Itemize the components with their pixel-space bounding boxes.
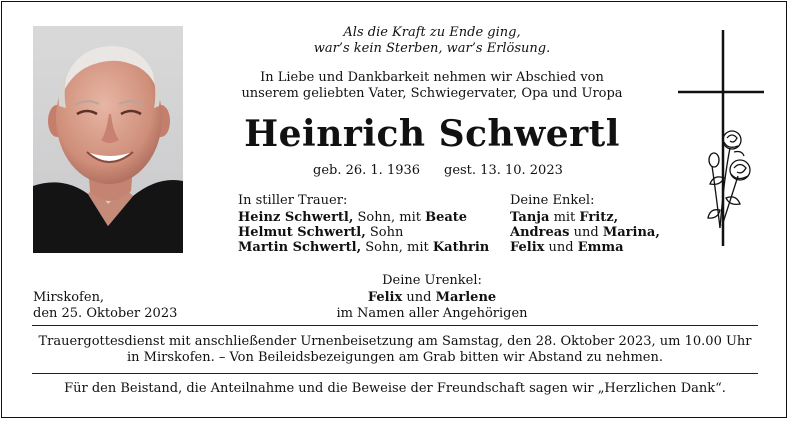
grandchild-row (510, 240, 624, 256)
service-line-1: Trauergottesdienst mit anschließender Urnenbeisetzung am Samstag, den 28. Oktober 2023, um 10.00 Uhr (38, 334, 752, 349)
death-date: gest. 13. 10. 2023 (444, 163, 563, 178)
mourners-heading: In stiller Trauer: (238, 193, 348, 208)
divider-top (32, 325, 758, 326)
great-grandchild-connector: und (402, 290, 436, 305)
great-grandchild-name-2: Marlene (435, 290, 497, 305)
grandchild-row (510, 210, 618, 226)
cross-with-roses-icon (676, 28, 766, 250)
portrait-photo (33, 26, 183, 253)
mourner-name: Heinz Schwertl, (238, 210, 354, 225)
grandchild-name: Andreas (510, 225, 570, 240)
grandchild-connector: und (569, 225, 603, 240)
intro-line-2: unserem geliebten Vater, Schwiegervater, Opa und Uropa (241, 86, 623, 101)
mourner-name: Helmut Schwertl, (238, 225, 366, 240)
thanks-line: Für den Beistand, die Anteilnahme und die Beweise der Freundschaft sagen wir „Herzlichen Dank“. (64, 381, 726, 396)
grandchildren-heading: Deine Enkel: (510, 193, 595, 208)
mourner-partner: Beate (425, 210, 468, 225)
great-grandchild-name: Felix (367, 290, 403, 305)
grandchild-connector: mit (549, 210, 580, 225)
grandchild-row (510, 225, 660, 241)
family-signoff: im Namen aller Angehörigen (336, 306, 528, 321)
grandchild-partner: Fritz, (579, 210, 619, 225)
mourner-relation: Sohn, mit (361, 240, 433, 255)
mourner-relation: Sohn, mit (353, 210, 426, 225)
portrait-illustration (33, 26, 183, 253)
place-town: Mirskofen, (33, 290, 105, 305)
mourner-partner: Kathrin (432, 240, 490, 255)
grandchild-connector: und (544, 240, 578, 255)
great-grandchildren-row (332, 290, 532, 306)
grandchild-name: Felix (510, 240, 545, 255)
intro-line-1: In Liebe und Dankbarkeit nehmen wir Abschied von (260, 70, 604, 85)
service-line-2: in Mirskofen. – Von Beileidsbezeigungen am Grab bitten wir Abstand zu nehmen. (126, 350, 663, 365)
motto-line-1: Als die Kraft zu Ende ging, (343, 25, 521, 40)
deceased-name: Heinrich Schwertl (244, 113, 620, 155)
mourner-name: Martin Schwertl, (238, 240, 362, 255)
mourner-row (238, 240, 489, 256)
grandchild-name: Tanja (510, 210, 550, 225)
grandchild-partner: Marina, (602, 225, 660, 240)
place-date: den 25. Oktober 2023 (33, 306, 178, 321)
motto-line-2: war’s kein Sterben, war’s Erlösung. (313, 41, 551, 56)
mourner-relation: Sohn (365, 225, 404, 240)
divider-bottom (32, 373, 758, 374)
great-grandchildren-heading: Deine Urenkel: (382, 273, 482, 288)
mourner-row (238, 210, 467, 226)
grandchild-partner: Emma (577, 240, 624, 255)
birth-date: geb. 26. 1. 1936 (313, 163, 421, 178)
mourner-row (238, 225, 403, 241)
